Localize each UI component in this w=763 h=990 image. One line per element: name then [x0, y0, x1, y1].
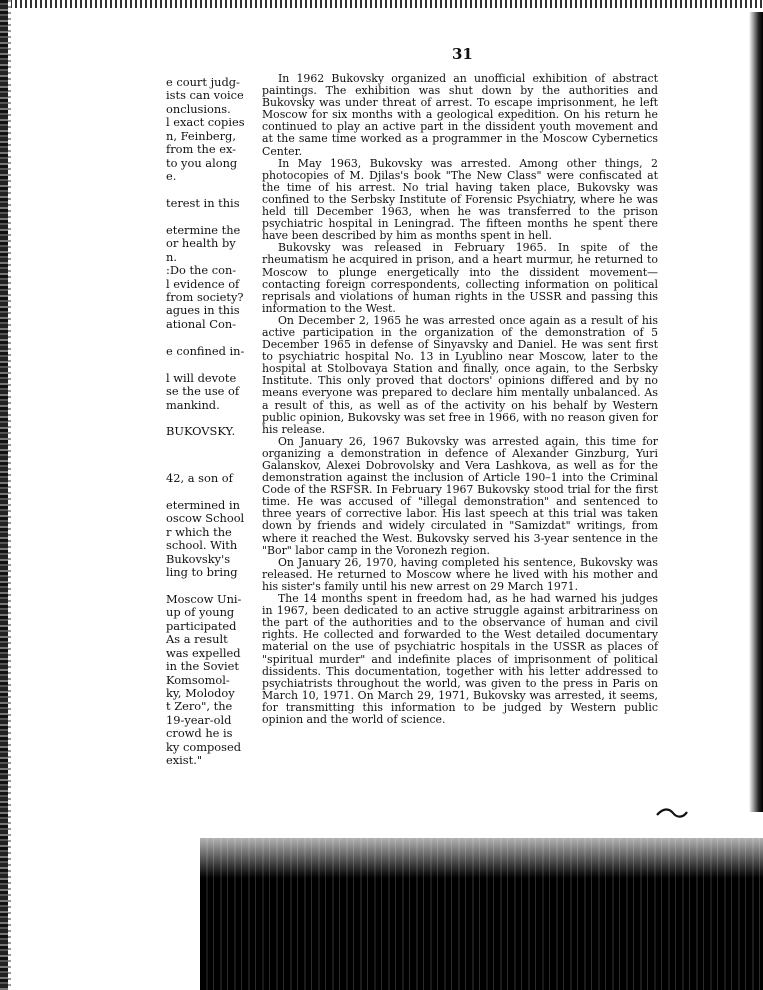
left-line: r which the [166, 524, 232, 539]
left-line: Komsomol- [166, 672, 230, 687]
left-line: etermined in [166, 497, 240, 512]
scan-left-edge [0, 0, 8, 990]
left-line: 19-year-old [166, 712, 232, 727]
left-line [166, 184, 246, 197]
left-line: BUKOVSKY. [166, 424, 236, 439]
scan-dark-region [200, 838, 763, 990]
left-line: terest in this [166, 195, 240, 210]
paragraph-1970-release: On January 26, 1970, having completed his sentence, Bukovsky was released. He returned to Moscow where he lived with his mother and his sister's family until his new arrest on 29 March 1971. [262, 555, 658, 593]
handwritten-margin-mark [655, 806, 689, 820]
left-line: was expelled [166, 645, 241, 660]
left-line: n, Feinberg, [166, 128, 236, 143]
left-line: l will devote [166, 370, 237, 385]
left-line [166, 358, 246, 371]
left-line: l evidence of [166, 276, 240, 291]
left-line: exist." [166, 753, 203, 768]
left-line [166, 210, 246, 223]
left-line: mankind. [166, 397, 220, 412]
paragraph-1965-release: Bukovsky was released in February 1965. In spite of the rheumatism he acquired in prison, and a heart murmur, he returned to Moscow to plunge energetically into the dissident movement—contacting foreign correspondents, collecting information on political reprisals and violations of human rights in the USSR and passing this information to the West. [262, 241, 658, 315]
left-line: ky composed [166, 739, 242, 754]
left-line: etermine the [166, 222, 241, 237]
paragraph-1965-arrest: On December 2, 1965 he was arrested once again as a result of his active participation in the organization of the demonstration of 5 December 1965 in defense of Sinyavsky and Daniel. He was sent first to psychiatric hospital No. 13 in Lyublino near Moscow, later to the hospital at Stolbovaya Station and finally, once again, to the Serbsky Institute. This only proved that doctors' opinions differed and by no means everyone was prepared to declare him mentally unbalanced. As a result of this, as well as of the activity on his behalf by Western public opinion, Bukovsky was set free in 1966, with no reason given for his release. [262, 313, 658, 436]
left-line: agues in this [166, 303, 240, 318]
left-line: ists can voice [166, 88, 244, 103]
left-column-fragment-lower [166, 472, 246, 768]
scan-right-edge [749, 12, 763, 812]
paragraph-1962-exhibition: In 1962 Bukovsky organized an unofficial exhibition of abstract paintings. The exhibition was shut down by the authorities and Bukovsky was under threat of arrest. To escape imprisonment, he left Moscow for six months with a geological expedition. On his return he continued to play an active part in the dissident youth movement and at the same time worked as a programmer in the Moscow Cybernetics Center. [262, 72, 658, 158]
left-line [166, 485, 246, 498]
page-number: 31 [452, 45, 473, 63]
left-line: e court judg- [166, 76, 240, 89]
left-line [166, 580, 246, 593]
left-line: or health by [166, 236, 236, 251]
left-line: n. [166, 249, 177, 264]
left-column-fragment [166, 76, 246, 439]
left-line: As a result [166, 632, 228, 647]
left-line: e. [166, 169, 177, 184]
scan-top-edge [0, 0, 763, 8]
left-line: participated [166, 618, 237, 633]
left-line: ky, Molodoy [166, 686, 235, 700]
left-line: ling to bring [166, 565, 238, 580]
left-line: :Do the con- [166, 263, 237, 278]
left-line: in the Soviet [166, 659, 239, 674]
left-line: from the ex- [166, 142, 237, 157]
left-line: Moscow Uni- [166, 591, 242, 606]
left-line: ational Con- [166, 316, 237, 331]
left-line: t Zero", the [166, 699, 233, 714]
main-text-column [262, 73, 658, 726]
left-line: up of young [166, 605, 235, 620]
paragraph-1967-arrest: On January 26, 1967 Bukovsky was arrested again, this time for organizing a demonstration in defence of Alexander Ginzburg, Yuri Galanskov, Alexei Dobrovolsky and Vera Lashkova, as well as for the demonstration against the inclusion of Article 190–1 into the Criminal Code of the RSFSR. In February 1967 Bukovsky stood trial for the first time. He was accused of "illegal demonstration" and sentenced to three years of corrective labor. His last speech at this trial was taken down by friends and widely circulated in "Samizdat" writings, from where it reached the West. Bukovsky served his 3-year sentence in the "Bor" labor camp in the Voronezh region. [262, 434, 658, 557]
left-line: from society? [166, 290, 244, 304]
left-line: crowd he is [166, 726, 233, 741]
left-line: l exact copies [166, 115, 245, 130]
left-line: Bukovsky's [166, 551, 231, 566]
left-line [166, 331, 246, 344]
left-line: e confined in- [166, 343, 245, 358]
paragraph-1971-arrest: The 14 months spent in freedom had, as he had warned his judges in 1967, been dedicated to an active struggle against arbitrariness on the part of the authorities and to the observance of human and civil rights. He collected and forwarded to the West detailed documentary material on the use of psychiatric hospitals in the USSR as places of "spiritual murder" and indefinite places of imprisonment of political dissidents. This documentation, together with his letter addressed to psychiatrists throughout the world, was given to the press in Paris on March 10, 1971. On March 29, 1971, Bukovsky was arrested, it seems, for transmitting this information to be judged by Western public opinion and the world of science. [262, 592, 658, 726]
left-line [166, 412, 246, 425]
paragraph-1963-arrest: In May 1963, Bukovsky was arrested. Among other things, 2 photocopies of M. Djilas's book "The New Class" were confiscated at the time of his arrest. No trial having taken place, Bukovsky was confined to the Serbsky Institute of Forensic Psychiatry, where he was held till December 1963, when he was transferred to the prison psychiatric hospital in Leningrad. The fifteen months he spent there have been described by him as months spent in hell. [262, 156, 658, 243]
left-line: school. With [166, 538, 238, 553]
left-line: to you along [166, 155, 238, 170]
left-line: 42, a son of [166, 472, 233, 485]
left-line: onclusions. [166, 101, 231, 116]
left-line: se the use of [166, 384, 240, 399]
scan-left-edge-inner [8, 0, 11, 990]
left-line: oscow School [166, 511, 245, 526]
